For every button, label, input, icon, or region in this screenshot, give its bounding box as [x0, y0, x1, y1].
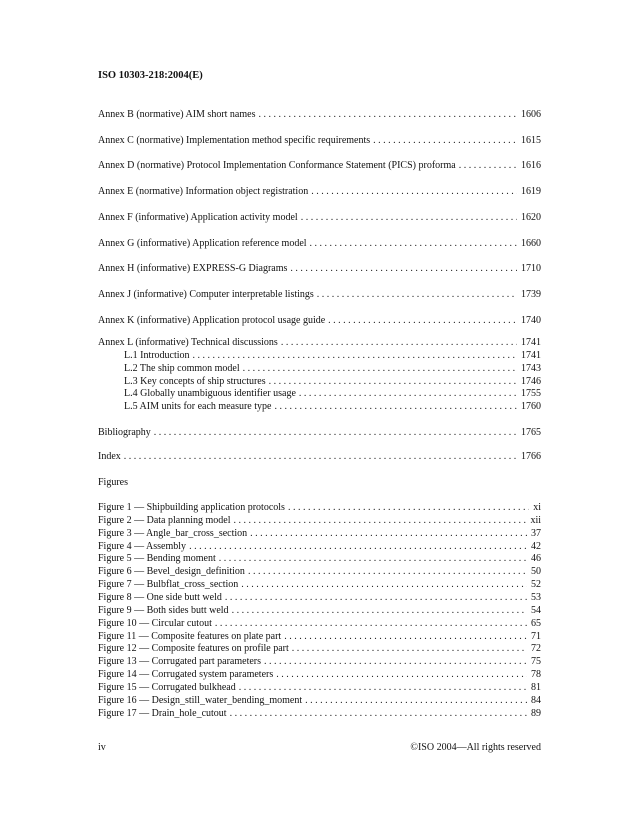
- dot-leader: [301, 211, 517, 224]
- entry-title: Figure 3 — Angle_bar_cross_section: [98, 527, 248, 539]
- figure-entry[interactable]: [98, 540, 541, 553]
- entry-page: 1619: [521, 186, 541, 198]
- entry-title: Annex L (informative) Technical discussions: [98, 337, 278, 348]
- dot-leader: [219, 552, 527, 565]
- toc-subentry[interactable]: [124, 362, 541, 375]
- entry-page: 1741: [521, 337, 541, 348]
- entry-page: 46: [531, 553, 541, 565]
- entry-title: Annex B (normative) AIM short names: [98, 109, 256, 120]
- entry-title: Figure 10 — Circular cutout: [98, 617, 212, 629]
- dot-leader: [193, 349, 517, 362]
- entry-title: Figure 4 — Assembly: [98, 540, 187, 552]
- entry-title: Figure 16 — Design_still_water_bending_moment: [98, 694, 303, 706]
- entry-title: Figure 11 — Composite features on plate part: [98, 630, 282, 642]
- figure-entry[interactable]: [98, 501, 541, 514]
- entry-page: 1765: [521, 427, 541, 438]
- dot-leader: [288, 501, 529, 514]
- toc-entry-annex[interactable]: [98, 185, 541, 198]
- entry-page: 78: [531, 669, 541, 681]
- toc-subentry[interactable]: [124, 375, 541, 388]
- dot-leader: [154, 426, 517, 439]
- toc-subentry[interactable]: [124, 400, 541, 413]
- entry-title: L.3 Key concepts of ship structures: [124, 375, 266, 387]
- entry-page: 1615: [521, 134, 541, 146]
- dot-leader: [124, 450, 517, 463]
- toc-entry-annex[interactable]: [98, 262, 541, 275]
- entry-page: 72: [531, 643, 541, 655]
- entry-page: 52: [531, 579, 541, 591]
- figure-entry[interactable]: [98, 565, 541, 578]
- entry-title: Figure 9 — Both sides butt weld: [98, 604, 229, 616]
- figure-entry[interactable]: [98, 642, 541, 655]
- figure-entry[interactable]: [98, 617, 541, 630]
- entry-page: 1710: [521, 263, 541, 275]
- entry-page: 65: [531, 617, 541, 629]
- entry-title: Figure 2 — Data planning model: [98, 514, 231, 526]
- toc-entry-annex[interactable]: [98, 211, 541, 224]
- figure-entry[interactable]: [98, 694, 541, 707]
- entry-title: Figure 8 — One side butt weld: [98, 591, 222, 603]
- entry-title: Figure 17 — Drain_hole_cutout: [98, 707, 227, 719]
- figure-entry[interactable]: [98, 552, 541, 565]
- figure-entry[interactable]: [98, 707, 541, 720]
- dot-leader: [276, 668, 527, 681]
- entry-page: 1741: [521, 350, 541, 361]
- dot-leader: [233, 514, 526, 527]
- dot-leader: [290, 262, 517, 275]
- entry-title: Figure 13 — Corrugated part parameters: [98, 656, 262, 668]
- entry-page: 81: [531, 681, 541, 693]
- entry-title: Figure 15 — Corrugated bulkhead: [98, 681, 236, 693]
- toc-entry-annex[interactable]: [98, 134, 541, 147]
- dot-leader: [232, 604, 527, 617]
- figure-entry[interactable]: [98, 655, 541, 668]
- entry-page: 50: [531, 566, 541, 578]
- entry-page: 1606: [521, 109, 541, 120]
- entry-page: 89: [531, 707, 541, 719]
- entry-title: L.1 Introduction: [124, 350, 190, 361]
- entry-title: Figure 1 — Shipbuilding application protocols: [98, 502, 285, 513]
- figure-entry[interactable]: [98, 630, 541, 643]
- entry-page: 54: [531, 604, 541, 616]
- entry-page: 75: [531, 656, 541, 668]
- entry-title: Annex J (informative) Computer interpretable listings: [98, 288, 314, 300]
- dot-leader: [281, 336, 517, 349]
- figure-entry[interactable]: [98, 514, 541, 527]
- dot-leader: [311, 185, 517, 198]
- toc-entry-annex-l[interactable]: [98, 336, 541, 349]
- entry-title: Annex K (informative) Application protocol usage guide: [98, 314, 326, 326]
- toc-entry-annex[interactable]: [98, 314, 541, 327]
- dot-leader: [215, 617, 527, 630]
- entry-page: 37: [531, 527, 541, 539]
- entry-title: Annex F (informative) Application activity model: [98, 211, 298, 223]
- entry-title: Annex D (normative) Protocol Implementation Conformance Statement (PICS) proforma: [98, 160, 456, 172]
- entry-page: 1739: [521, 288, 541, 300]
- dot-leader: [189, 540, 527, 553]
- dot-leader: [459, 159, 517, 172]
- dot-leader: [292, 642, 527, 655]
- entry-page: 1755: [521, 388, 541, 400]
- document-header: ISO 10303-218:2004(E): [98, 70, 203, 81]
- dot-leader: [258, 108, 517, 121]
- entry-title: Index: [98, 451, 121, 462]
- entry-title: Annex G (informative) Application reference model: [98, 237, 307, 249]
- toc-entry-bibliography[interactable]: [98, 426, 541, 439]
- figure-entry[interactable]: [98, 527, 541, 540]
- dot-leader: [274, 400, 517, 413]
- dot-leader: [264, 655, 527, 668]
- entry-title: Annex H (informative) EXPRESS-G Diagrams: [98, 263, 288, 275]
- dot-leader: [239, 681, 527, 694]
- entry-page: xii: [530, 514, 541, 526]
- entry-page: 84: [531, 694, 541, 706]
- toc-entry-annex[interactable]: [98, 159, 541, 172]
- entry-page: 1746: [521, 375, 541, 387]
- toc-entry-annex[interactable]: [98, 288, 541, 301]
- dot-leader: [225, 591, 527, 604]
- dot-leader: [284, 630, 527, 643]
- dot-leader: [230, 707, 527, 720]
- entry-title: Figure 6 — Bevel_design_definition: [98, 566, 245, 578]
- entry-title: L.5 AIM units for each measure type: [124, 401, 272, 413]
- entry-title: Figure 12 — Composite features on profile part: [98, 643, 289, 655]
- dot-leader: [305, 694, 527, 707]
- figure-entry[interactable]: [98, 578, 541, 591]
- entry-title: Figure 5 — Bending moment: [98, 553, 216, 565]
- figure-entry[interactable]: [98, 668, 541, 681]
- dot-leader: [241, 578, 527, 591]
- entry-title: Figure 7 — Bulbflat_cross_section: [98, 579, 239, 591]
- dot-leader: [310, 237, 517, 250]
- entry-title: L.4 Globally unambiguous identifier usage: [124, 388, 296, 400]
- entry-title: Annex C (normative) Implementation method specific requirements: [98, 134, 371, 146]
- entry-page: 1740: [521, 314, 541, 326]
- toc-subentry[interactable]: [124, 387, 541, 400]
- entry-page: 1660: [521, 237, 541, 249]
- entry-page: 42: [531, 540, 541, 552]
- entry-title: Annex E (normative) Information object registration: [98, 186, 309, 198]
- toc-entry-annex[interactable]: [98, 108, 541, 121]
- dot-leader: [248, 565, 527, 578]
- toc-subentry[interactable]: [124, 349, 541, 362]
- entry-page: xi: [533, 502, 541, 513]
- entry-title: Figure 14 — Corrugated system parameters: [98, 669, 274, 681]
- entry-page: 1620: [521, 211, 541, 223]
- entry-page: 1766: [521, 451, 541, 462]
- figure-entry[interactable]: [98, 681, 541, 694]
- entry-title: L.2 The ship common model: [124, 362, 240, 374]
- copyright-notice: ©ISO 2004—All rights reserved: [410, 742, 541, 753]
- dot-leader: [250, 527, 527, 540]
- dot-leader: [328, 314, 517, 327]
- toc-entry-index[interactable]: [98, 450, 541, 463]
- figure-entry[interactable]: [98, 604, 541, 617]
- toc-entry-annex[interactable]: [98, 237, 541, 250]
- entry-page: 1760: [521, 401, 541, 413]
- dot-leader: [299, 387, 517, 400]
- entry-page: 1743: [521, 362, 541, 374]
- entry-title: Bibliography: [98, 427, 151, 438]
- figure-entry[interactable]: [98, 591, 541, 604]
- entry-page: 1616: [521, 160, 541, 172]
- dot-leader: [373, 134, 517, 147]
- dot-leader: [269, 375, 517, 388]
- entry-page: 71: [531, 630, 541, 642]
- page-number: iv: [98, 742, 106, 753]
- dot-leader: [317, 288, 517, 301]
- dot-leader: [243, 362, 517, 375]
- entry-page: 53: [531, 591, 541, 603]
- figures-heading: Figures: [98, 477, 128, 488]
